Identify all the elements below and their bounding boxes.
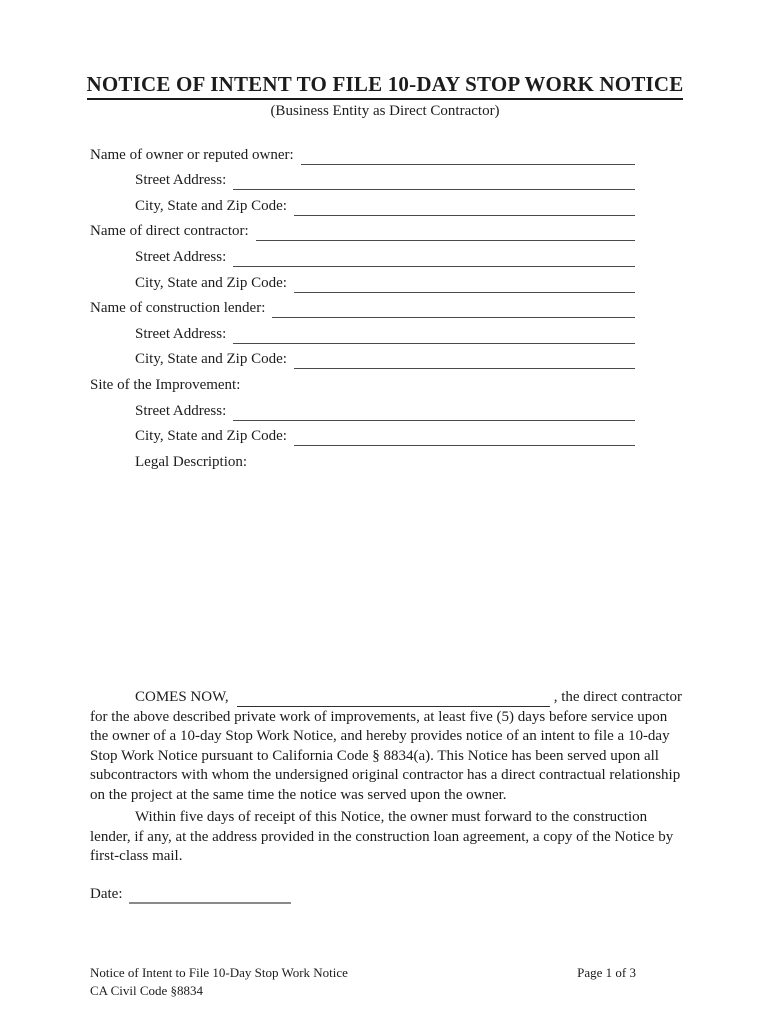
contractor-city-state-zip-input-line[interactable] bbox=[294, 273, 635, 293]
owner-street-address-label: Street Address: bbox=[135, 172, 227, 189]
form-row bbox=[90, 190, 635, 216]
date-row bbox=[90, 884, 291, 904]
owner-name-label: Name of owner or reputed owner: bbox=[90, 146, 294, 163]
lender-street-address-label: Street Address: bbox=[135, 325, 227, 342]
form-row bbox=[90, 216, 635, 242]
form-row bbox=[90, 421, 635, 447]
form-row bbox=[90, 139, 635, 165]
site-of-improvement-label: Site of the Improvement: bbox=[90, 376, 241, 393]
lender-city-state-zip-input-line[interactable] bbox=[294, 349, 635, 369]
date-input-line[interactable] bbox=[129, 886, 291, 904]
footer-left bbox=[90, 964, 348, 999]
date-label: Date: bbox=[90, 886, 123, 902]
form-row bbox=[90, 293, 635, 319]
site-street-address-label: Street Address: bbox=[135, 402, 227, 419]
site-city-state-zip-label: City, State and Zip Code: bbox=[135, 428, 287, 445]
comes-now-paragraph bbox=[90, 688, 682, 805]
form-section bbox=[90, 139, 635, 472]
form-row bbox=[90, 318, 635, 344]
comes-now-suffix: , the direct contractor bbox=[553, 689, 682, 705]
legal-description-label: Legal Description: bbox=[135, 453, 248, 470]
site-city-state-zip-input-line[interactable] bbox=[294, 426, 635, 446]
footer-code-ref: CA Civil Code §8834 bbox=[90, 982, 204, 998]
owner-name-input-line[interactable] bbox=[301, 145, 635, 165]
paragraph-1-text: for the above described private work of improvements, at least five (5) days before service upon the owner of a 10-day Stop Work Notice, and hereby provides notice of an intent to file a 10-day Stop Work Notice pursuant to California Code § 8834(a). This Notice has been served upon all subcontractors with whom the undersigned original contractor has a direct contractual relationship on the project at the same time the notice was served upon the owner. bbox=[90, 708, 681, 803]
lender-name-input-line[interactable] bbox=[272, 298, 635, 318]
lender-city-state-zip-label: City, State and Zip Code: bbox=[135, 351, 287, 368]
form-row bbox=[90, 395, 635, 421]
footer-doc-title: Notice of Intent to File 10-Day Stop Work Notice bbox=[90, 965, 348, 980]
contractor-name-input-line[interactable] bbox=[256, 221, 635, 241]
contractor-name-label: Name of direct contractor: bbox=[90, 223, 249, 240]
document-title: NOTICE OF INTENT TO FILE 10-DAY STOP WORK NOTICE bbox=[87, 72, 684, 100]
form-row bbox=[90, 241, 635, 267]
footer-page-number: Page 1 of 3 bbox=[577, 965, 636, 980]
owner-street-address-input-line[interactable] bbox=[233, 170, 635, 190]
form-row bbox=[90, 165, 635, 191]
form-row bbox=[90, 369, 635, 395]
form-row bbox=[90, 267, 635, 293]
header bbox=[0, 72, 770, 120]
comes-now-label: COMES NOW, bbox=[135, 689, 229, 705]
comes-now-line bbox=[90, 688, 682, 708]
form-row bbox=[90, 446, 635, 472]
direct-contractor-name-input-line[interactable] bbox=[237, 691, 550, 707]
contractor-street-address-input-line[interactable] bbox=[233, 247, 635, 267]
owner-city-state-zip-input-line[interactable] bbox=[294, 196, 635, 216]
form-row bbox=[90, 344, 635, 370]
lender-name-label: Name of construction lender: bbox=[90, 300, 266, 317]
paragraph-2-text: Within five days of receipt of this Notice, the owner must forward to the construction lender, if any, at the address provided in the construction loan agreement, a copy of the Notice by first-class mail. bbox=[90, 809, 674, 864]
document-subtitle: (Business Entity as Direct Contractor) bbox=[270, 103, 500, 119]
site-street-address-input-line[interactable] bbox=[233, 401, 635, 421]
contractor-city-state-zip-label: City, State and Zip Code: bbox=[135, 274, 287, 291]
contractor-street-address-label: Street Address: bbox=[135, 248, 227, 265]
lender-street-address-input-line[interactable] bbox=[233, 324, 635, 344]
footer bbox=[90, 964, 636, 999]
owner-city-state-zip-label: City, State and Zip Code: bbox=[135, 197, 287, 214]
